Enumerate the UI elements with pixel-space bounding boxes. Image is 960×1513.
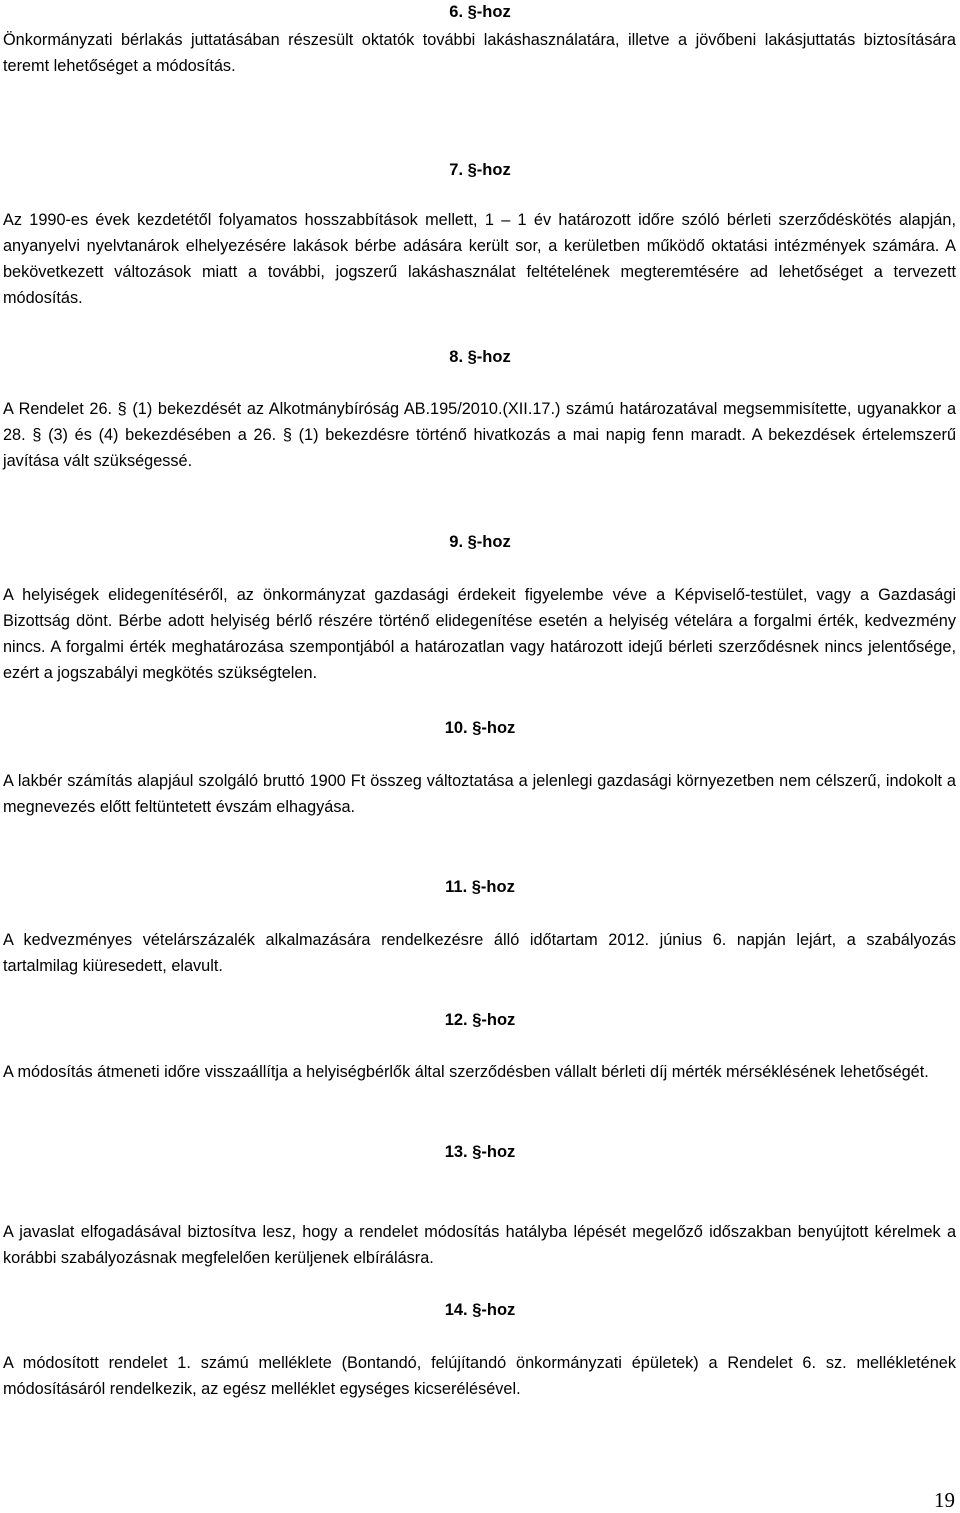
section-text-11: A kedvezményes vételárszázalék alkalmazására rendelkezésre álló időtartam 2012. június 6. napján lejárt, a szabályozás tartalmilag kiüresedett, elavult. bbox=[3, 931, 956, 975]
section-text-13: A javaslat elfogadásával biztosítva lesz, hogy a rendelet módosítás hatályba lépését megelőző időszakban benyújtott kérelmek a korábbi szabályozásnak megfelelően kerüljenek elbírálásra. bbox=[3, 1223, 956, 1267]
section-heading-8: 8. §-hoz bbox=[449, 348, 511, 366]
section-heading-14: 14. §-hoz bbox=[444, 1301, 516, 1319]
section-text-7: Az 1990-es évek kezdetétől folyamatos hosszabbítások mellett, 1 – 1 év határozott időre szóló bérleti szerződéskötés alapján, anyanyelvi nyelvtanárok elhelyezésére lakások bérbe adására került sor, a kerületben működő oktatási intézmények számára. A bekövetkezett változások miatt a további, jogszerű lakáshasználat feltételének megteremtésére ad lehetőséget a tervezett módosítás. bbox=[3, 211, 956, 307]
section-heading-10: 10. §-hoz bbox=[444, 719, 516, 737]
section-heading-12: 12. §-hoz bbox=[444, 1011, 516, 1029]
section-text-14: A módosított rendelet 1. számú melléklete (Bontandó, felújítandó önkormányzati épületek) a Rendelet 6. sz. mellékletének módosításáról rendelkezik, az egész melléklet egységes kicserélésével. bbox=[3, 1354, 956, 1398]
section-text-9: A helyiségek elidegenítéséről, az önkormányzat gazdasági érdekeit figyelembe véve a Képviselő-testület, vagy a Gazdasági Bizottság dönt. Bérbe adott helyiség bérlő részére történő elidegenítése esetén a helyiség vételára a forgalmi érték, kedvezmény nincs. A forgalmi érték meghatározása szempontjából a határozatlan vagy határozott idejű bérleti szerződésnek nincs jelentősége, ezért a jogszabályi megkötés szükségtelen. bbox=[3, 586, 956, 682]
section-text-6: Önkormányzati bérlakás juttatásában részesült oktatók további lakáshasználatára, illetve a jövőbeni lakásjuttatás biztosítására teremt lehetőséget a módosítás. bbox=[3, 31, 956, 75]
section-text-12: A módosítás átmeneti időre visszaállítja a helyiségbérlők által szerződésben vállalt bérleti díj mérték mérséklésének lehetőségét. bbox=[3, 1063, 929, 1081]
page-number: 19 bbox=[934, 1488, 955, 1512]
section-heading-6: 6. §-hoz bbox=[449, 3, 511, 21]
section-heading-11: 11. §-hoz bbox=[445, 878, 515, 896]
section-text-10: A lakbér számítás alapjául szolgáló bruttó 1900 Ft összeg változtatása a jelenlegi gazdasági környezetben nem célszerű, indokolt a megnevezés előtt feltüntetett évszám elhagyása. bbox=[3, 772, 956, 816]
section-text-8: A Rendelet 26. § (1) bekezdését az Alkotmánybíróság AB.195/2010.(XII.17.) számú határozatával megsemmisítette, ugyanakkor a 28. § (3) és (4) bekezdésében a 26. § (1) bekezdésre történő hivatkozás a mai napig fenn maradt. A bekezdések értelemszerű javítása vált szükségessé. bbox=[3, 400, 956, 470]
section-heading-13: 13. §-hoz bbox=[444, 1143, 516, 1161]
section-heading-7: 7. §-hoz bbox=[449, 161, 511, 179]
section-heading-9: 9. §-hoz bbox=[449, 533, 511, 551]
